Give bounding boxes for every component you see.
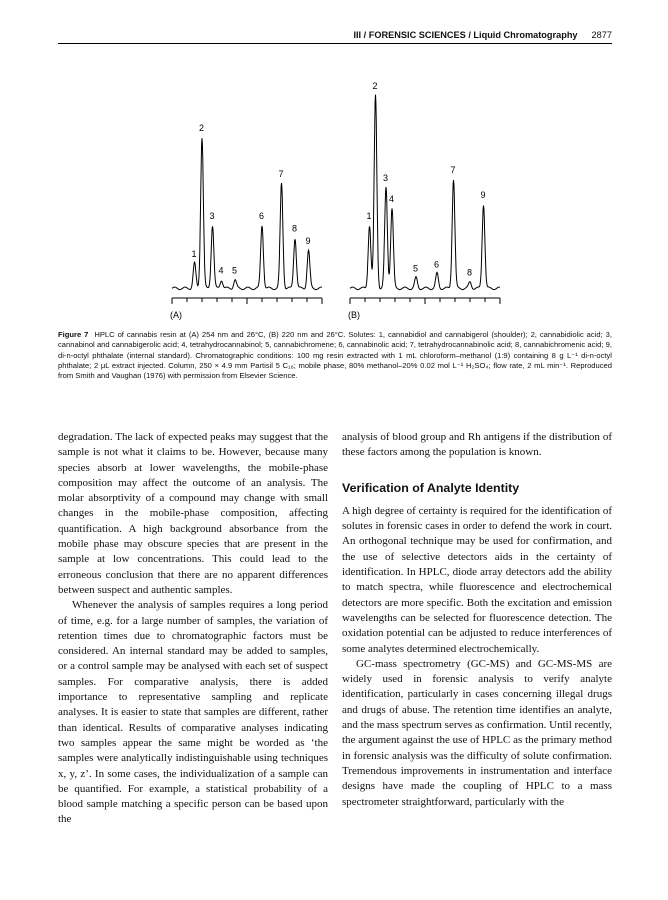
- peak-label: 8: [467, 267, 473, 278]
- chromatogram-panel-b: [350, 81, 500, 304]
- body-paragraph: degradation. The lack of expected peaks may suggest that the sample is not what it claims to be. However, because many species absorb at lower wavelengths, the mobile-phase composition may affect the outcome of an analysis. The molar absorptivity of a compound may change with small changes in the mobile-phase composition, affecting quantification. A high background absorbance from the mobile phase may obscure species that are present in the sample at low concentrations. This could lead to the erroneous conclusion that there are no apparent differences between suspect and authentic samples.: [58, 431, 328, 596]
- peak-label: 1: [191, 248, 197, 259]
- peak-label: 7: [450, 164, 456, 175]
- peak-label: 6: [434, 259, 440, 270]
- peak-label: 5: [232, 265, 238, 276]
- right-column: [342, 430, 612, 810]
- peak-label: 5: [413, 263, 419, 274]
- peak-label: 8: [292, 223, 298, 234]
- body-paragraph: A high degree of certainty is required for the identification of solutes in forensic cases in order to defend the work in court. An orthogonal technique may be used for confirmation, and the use of selective detectors aids in the certainty of identification. In HPLC, diode array detectors add the ability to match spectra, while fluorescence and electrochemical detectors are more specific. Both the excitation and emission wavelengths can be selected for fluorescence detection. The oxidation potential can be adjusted to reduce interferences of some analytes determined electrochemically.: [342, 504, 612, 655]
- peak-label: 2: [199, 122, 205, 133]
- chromatogram-figure: [160, 62, 510, 322]
- section-heading: Verification of Analyte Identity: [342, 480, 520, 495]
- peak-label: 4: [218, 265, 224, 276]
- chromatogram-panel-a: [172, 123, 322, 304]
- peak-label: 1: [366, 211, 372, 221]
- peak-label: 2: [372, 80, 378, 91]
- peak-label: 4: [389, 194, 395, 205]
- left-column: [58, 430, 328, 828]
- peak-label: 9: [305, 236, 311, 247]
- caption-label: Figure 7: [58, 330, 89, 339]
- peak-label: 6: [259, 211, 265, 221]
- panel-b-label: (B): [348, 310, 360, 320]
- panel-a-label: (A): [170, 310, 182, 320]
- peak-label: 3: [209, 211, 215, 221]
- page-number: 2877: [591, 30, 612, 40]
- chromatogram-trace: [350, 95, 500, 290]
- figure-caption: [58, 330, 612, 381]
- running-title: III / FORENSIC SCIENCES / Liquid Chromatography: [353, 30, 578, 40]
- peak-label: 3: [383, 173, 389, 184]
- peak-label: 9: [480, 190, 486, 200]
- body-paragraph: GC-mass spectrometry (GC-MS) and GC-MS-MS are widely used in forensic analysis to verify analyte identification, particularly in cases concerning illegal drugs and drugs of abuse. The retention time identifies an analyte, and the mass spectrum serves as confirmation. Until recently, the argument against the use of HPLC as the primary method in forensic analysis was the difficulty of solute confirmation. Tremendous improvements in instrumentation and interface designs have made the coupling of HPLC to a mass spectrometer straightforward, particularly with the: [342, 657, 612, 808]
- header-rule: [58, 43, 612, 44]
- body-paragraph: analysis of blood group and Rh antigens if the distribution of these factors among the population is known.: [342, 431, 612, 459]
- body-paragraph: Whenever the analysis of samples requires a long period of time, e.g. for a large number of samples, the variation of retention times due to chromatographic factors must be considered. An internal standard may be added to samples, or a control sample may be analysed with each set of suspect samples. For comparative analysis, there is added importance to representative sampling and replicate analyses. It is easier to state that samples are different, rather than identical. Results of comparative analyses indicating two samples appear the same might be worded as ‘the samples were analytically indistinguishable using techniques x, y, z’. In some cases, the individualization of a sample can be quantified. For example, a statistical probability of a blood sample matching a specific person can be based upon the: [58, 599, 328, 826]
- chromatogram-trace: [172, 138, 322, 290]
- running-header: [58, 30, 612, 40]
- peak-label: 7: [278, 169, 284, 179]
- caption-text: HPLC of cannabis resin at (A) 254 nm and 26°C, (B) 220 nm and 26°C. Solutes: 1, cannabidiol and cannabigerol (shoulder); 2, cannabidiolic acid; 3, cannabinol and cannabigerolic acid; 4, tetrahydrocannabinol; 5, cannabichromene; 6, cannabinolic acid; 7, tetrahydrocannabinolic acid; 8, cannabichromenic acid; 9, di-n-octyl phthalate (internal standard). Chromatographic conditions: 100 mg resin extracted with 1 mL chloroform–methanol (1:9) containing 8 g L⁻¹ di-n-octyl phthalate; 2 μL extract injected. Column, 250 × 4.9 mm Partisil 5 C₁₈; mobile phase, 80% methanol–20% 0.02 mol L⁻¹ H₂SO₄; flow rate, 2 mL min⁻¹. Reproduced from Smith and Vaughan (1976) with permission from Elsevier Science.: [58, 330, 612, 381]
